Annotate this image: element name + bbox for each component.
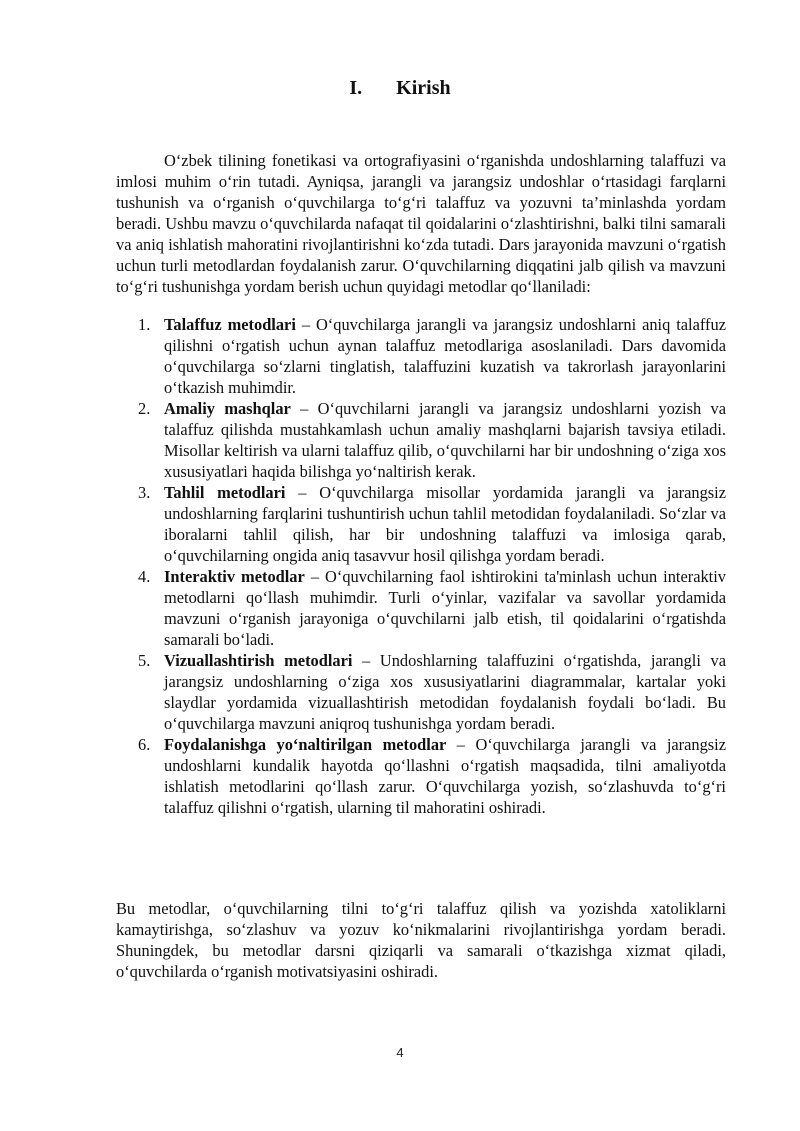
list-item-term: Foydalanishga yo‘naltirilgan metodlar: [164, 735, 447, 754]
list-item-number: 2.: [138, 399, 151, 418]
list-item-text: – O‘quvchilarga jarangli va jarangsiz undoshlarni aniq talaffuz qilishni o‘rgatish uchun aynan talaffuz metodlariga asoslaniladi. Dars davomida o‘quvchilarga so‘zlarni tinglatish, talaffuzini kuzatish va takrorlash jarayonlarini o‘tkazish muhimdir.: [164, 315, 726, 397]
list-item: [116, 314, 726, 398]
intro-paragraph: O‘zbek tilining fonetikasi va ortografiyasini o‘rganishda undoshlarning talaffuzi va imlosi muhim o‘rin tutadi. Ayniqsa, jarangli va jarangsiz undoshlar o‘rtasidagi farqlarni tushunish va o‘rganish o‘quvchilarga to‘g‘ri talaffuz va yozuvni ta’minlashda yordam beradi. Ushbu mavzu o‘quvchilarda nafaqat til qoidalarini o‘zlashtirishni, balki tilni samarali va aniq ishlatish mahoratini rivojlantirishni ko‘zda tutadi. Dars jarayonida mavzuni o‘rgatish uchun turli metodlardan foydalanish zarur. O‘quvchilarning diqqatini jalb qilish va mavzuni to‘g‘ri tushunishga yordam berish uchun quyidagi metodlar qo‘llaniladi:: [116, 151, 726, 296]
list-item-term: Amaliy mashqlar: [164, 399, 291, 418]
list-item: [116, 482, 726, 566]
page-number: 4: [396, 1045, 404, 1060]
list-item-term: Vizuallashtirish metodlari: [164, 651, 353, 670]
list-item-term: Talaffuz metodlari: [164, 315, 296, 334]
list-item: [116, 398, 726, 482]
list-item-text: – O‘quvchilarni jarangli va jarangsiz undoshlarni yozish va talaffuz qilishda mustahkamlash uchun amaliy mashqlarni bajarish tavsiya etiladi. Misollar keltirish va ularni talaffuz qilib, o‘quvchilarni har bir undoshning o‘ziga xos xususiyatlari haqida bilishga yo‘naltirish kerak.: [164, 399, 726, 481]
methods-list: [116, 314, 726, 818]
list-item-text: – O‘quvchilarga misollar yordamida jarangli va jarangsiz undoshlarning farqlarini tushuntirish uchun tahlil metodidan foydalaniladi. So‘zlar va iboralarni tahlil qilish, har bir undoshning talaffuzi va imlosiga qarab, o‘quvchilarning ongida aniq tasavvur hosil qilishga yordam beradi.: [164, 483, 726, 565]
list-item-text: – O‘quvchilarning faol ishtirokini ta'minlash uchun interaktiv metodlarni qo‘llash muhimdir. Turli o‘yinlar, vazifalar va savollar yordamida mavzuni o‘rganish jarayoniga o‘quvchilarni jalb etish, til qoidalarini o‘rgatishda samarali bo‘ladi.: [164, 567, 726, 649]
list-item-number: 4.: [138, 567, 151, 586]
section-number: I.: [349, 77, 363, 99]
list-item-number: 6.: [138, 735, 151, 754]
conclusion-paragraph: Bu metodlar, o‘quvchilarning tilni to‘g‘ri talaffuz qilish va yozishda xatoliklarni kamaytirishga, so‘zlashuv va yozuv ko‘nikmalarini rivojlantirishga yordam beradi. Shuningdek, bu metodlar darsni qiziqarli va samarali o‘tkazishga xizmat qiladi, o‘quvchilarda o‘rganish motivatsiyasini oshiradi.: [116, 899, 726, 981]
section-title: Kirish: [396, 77, 451, 99]
list-item-text: – O‘quvchilarga jarangli va jarangsiz undoshlarni kundalik hayotda qo‘llashni o‘rgatish maqsadida, tilni amaliyotda ishlatish metodlarini qo‘llash zarur. O‘quvchilarga yozish, so‘zlashuvda to‘g‘ri talaffuz qilishni o‘rgatish, ularning til mahoratini oshiradi.: [164, 735, 726, 817]
list-item-term: Tahlil metodlari: [164, 483, 286, 502]
list-item: [116, 566, 726, 650]
list-item-number: 5.: [138, 651, 151, 670]
list-item-text: – Undoshlarning talaffuzini o‘rgatishda, jarangli va jarangsiz undoshlarning o‘ziga xos xususiyatlarini diagrammalar, kartalar yoki slaydlar yordamida vizuallashtirish metodidan foydalanish foydali bo‘ladi. Bu o‘quvchilarga mavzuni aniqroq tushunishga yordam beradi.: [164, 651, 726, 733]
section-heading: [0, 76, 800, 100]
list-item-term: Interaktiv metodlar: [164, 567, 305, 586]
list-item-number: 3.: [138, 483, 151, 502]
list-item: [116, 650, 726, 734]
list-item: [116, 734, 726, 818]
list-item-number: 1.: [138, 315, 151, 334]
